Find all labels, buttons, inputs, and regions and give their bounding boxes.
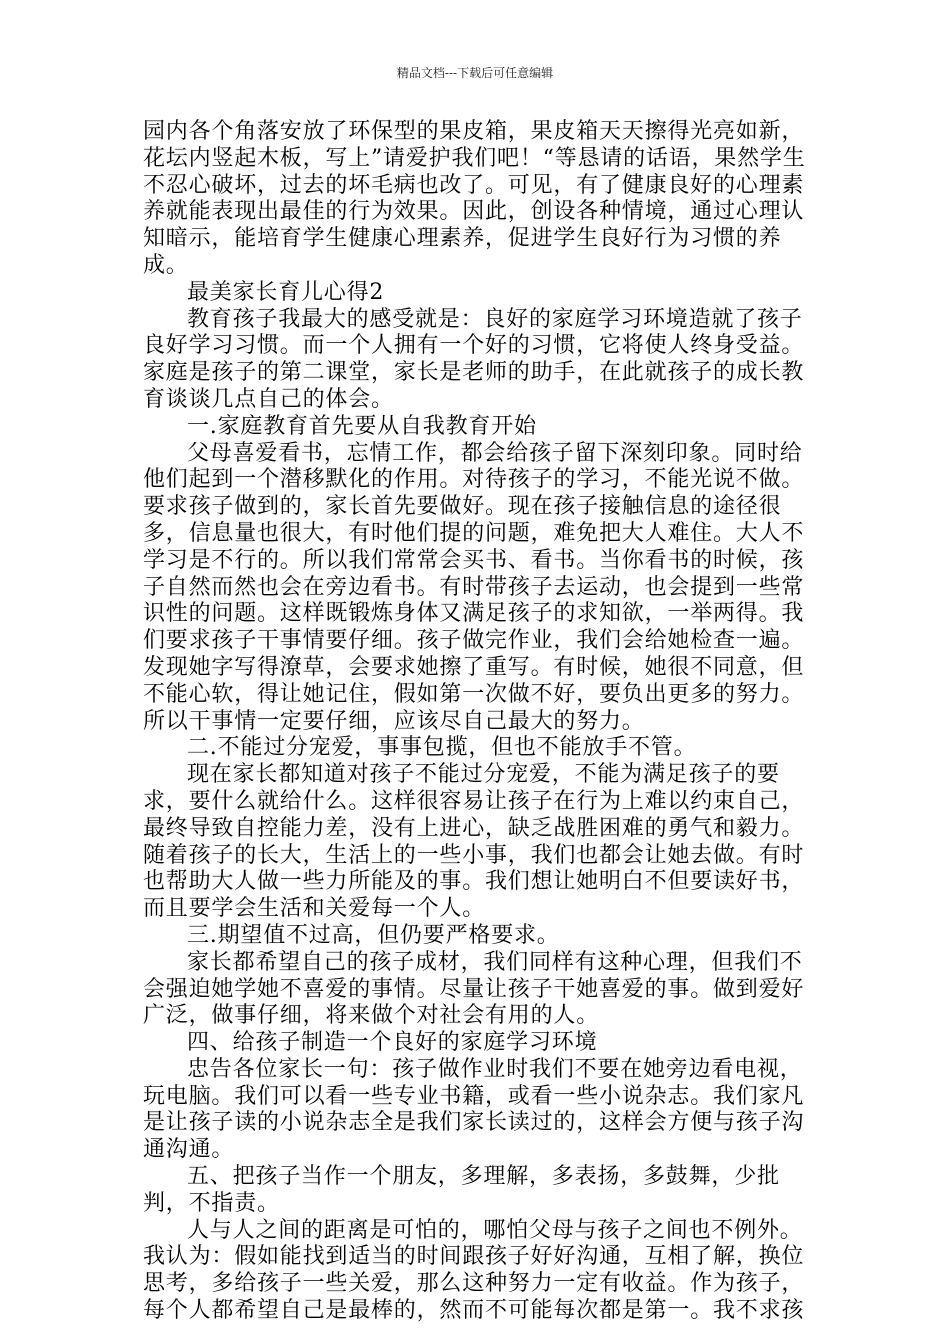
section-title: 最美家长育儿心得2: [187, 279, 385, 305]
body-paragraph: 父母喜爱看书，忘情工作，都会给孩子留下深刻印象。同时给他们起到一个潜移默化的作用。对待孩子的学习，不能光说不做。要求孩子做到的，家长首先要做好。现在孩子接触信息的途径很多，信息量也很大，有时他们提的问题，难免把大人难住。大人不学习是不行的。所以我们常常会买书、看书。当你看书的时候，孩子自然而然也会在旁边看书。有时带孩子去运动，也会提到一些常识性的问题。这样既锻炼身体又满足孩子的求知欲，一举两得。我们要求孩子干事情要仔细。孩子做完作业，我们会给她检查一遍。发现她字写得潦草，会要求她擦了重写。有时候，她很不同意，但不能心软，得让她记住，假如第一次做不好，要负出更多的努力。所以干事情一定要仔细，应该尽自己最大的努力。: [143, 440, 805, 734]
body-paragraph: 园内各个角落安放了环保型的果皮箱，果皮箱天天擦得光亮如新，花坛内竖起木板，写上”请爱护我们吧！“等恳请的话语，果然学生不忍心破坏，过去的坏毛病也改了。可见，有了健康良好的心理素养就能表现出最佳的行为效果。因此，创设各种情境，通过心理认知暗示，能培育学生健康心理素养，促进学生良好行为习惯的养成。: [143, 119, 806, 278]
document-body: [143, 119, 811, 1325]
page-header: 精品文档---下载后可任意编辑: [396, 66, 554, 80]
section-heading: 五、把孩子当作一个朋友，多理解，多表扬，多鼓舞，少批判，不指责。: [143, 1164, 780, 1216]
section-heading: 一.家庭教育首先要从自我教育开始: [187, 413, 537, 439]
body-paragraph: 人与人之间的距离是可怕的，哪怕父母与孩子之间也不例外。我认为：假如能找到适当的时间跟孩子好好沟通，互相了解，换位思考，多给孩子一些关爱，那么这种努力一定有收益。作为孩子，每个人都希望自己是最棒的，然而不可能每次都是第一。我不求孩: [143, 1217, 805, 1324]
body-paragraph: 家长都希望自己的孩子成材，我们同样有这种心理，但我们不会强迫她学她不喜爱的事情。尽量让孩子干她喜爱的事。做到爱好广泛，做事仔细，将来做个对社会有用的人。: [143, 949, 805, 1029]
body-paragraph: 现在家长都知道对孩子不能过分宠爱，不能为满足孩子的要求，要什么就给什么。这样很容易让孩子在行为上难以约束自己，最终导致自控能力差，没有上进心，缺乏战胜困难的勇气和毅力。随着孩子的长大，生活上的一些小事，我们也都会让她去做。有时也帮助大人做一些力所能及的事。我们想让她明白不但要读好书，而且要学会生活和关爱每一个人。: [143, 762, 805, 922]
section-heading: 四、给孩子制造一个良好的家庭学习环境: [187, 1030, 598, 1056]
section-heading: 三.期望值不过高，但仍要严格要求。: [187, 922, 560, 948]
body-paragraph: 忠告各位家长一句：孩子做作业时我们不要在她旁边看电视，玩电脑。我们可以看一些专业书籍，或看一些小说杂志。我们家凡是让孩子读的小说杂志全是我们家长读过的，这样会方便与孩子沟通沟通。: [143, 1056, 805, 1163]
section-heading: 二.不能过分宠爱，事事包揽，但也不能放手不管。: [187, 735, 697, 761]
body-paragraph: 教育孩子我最大的感受就是：良好的家庭学习环境造就了孩子良好学习习惯。而一个人拥有一个好的习惯，它将使人终身受益。家庭是孩子的第二课堂，家长是老师的助手，在此就孩子的成长教育谈谈几点自己的体会。: [143, 306, 805, 412]
